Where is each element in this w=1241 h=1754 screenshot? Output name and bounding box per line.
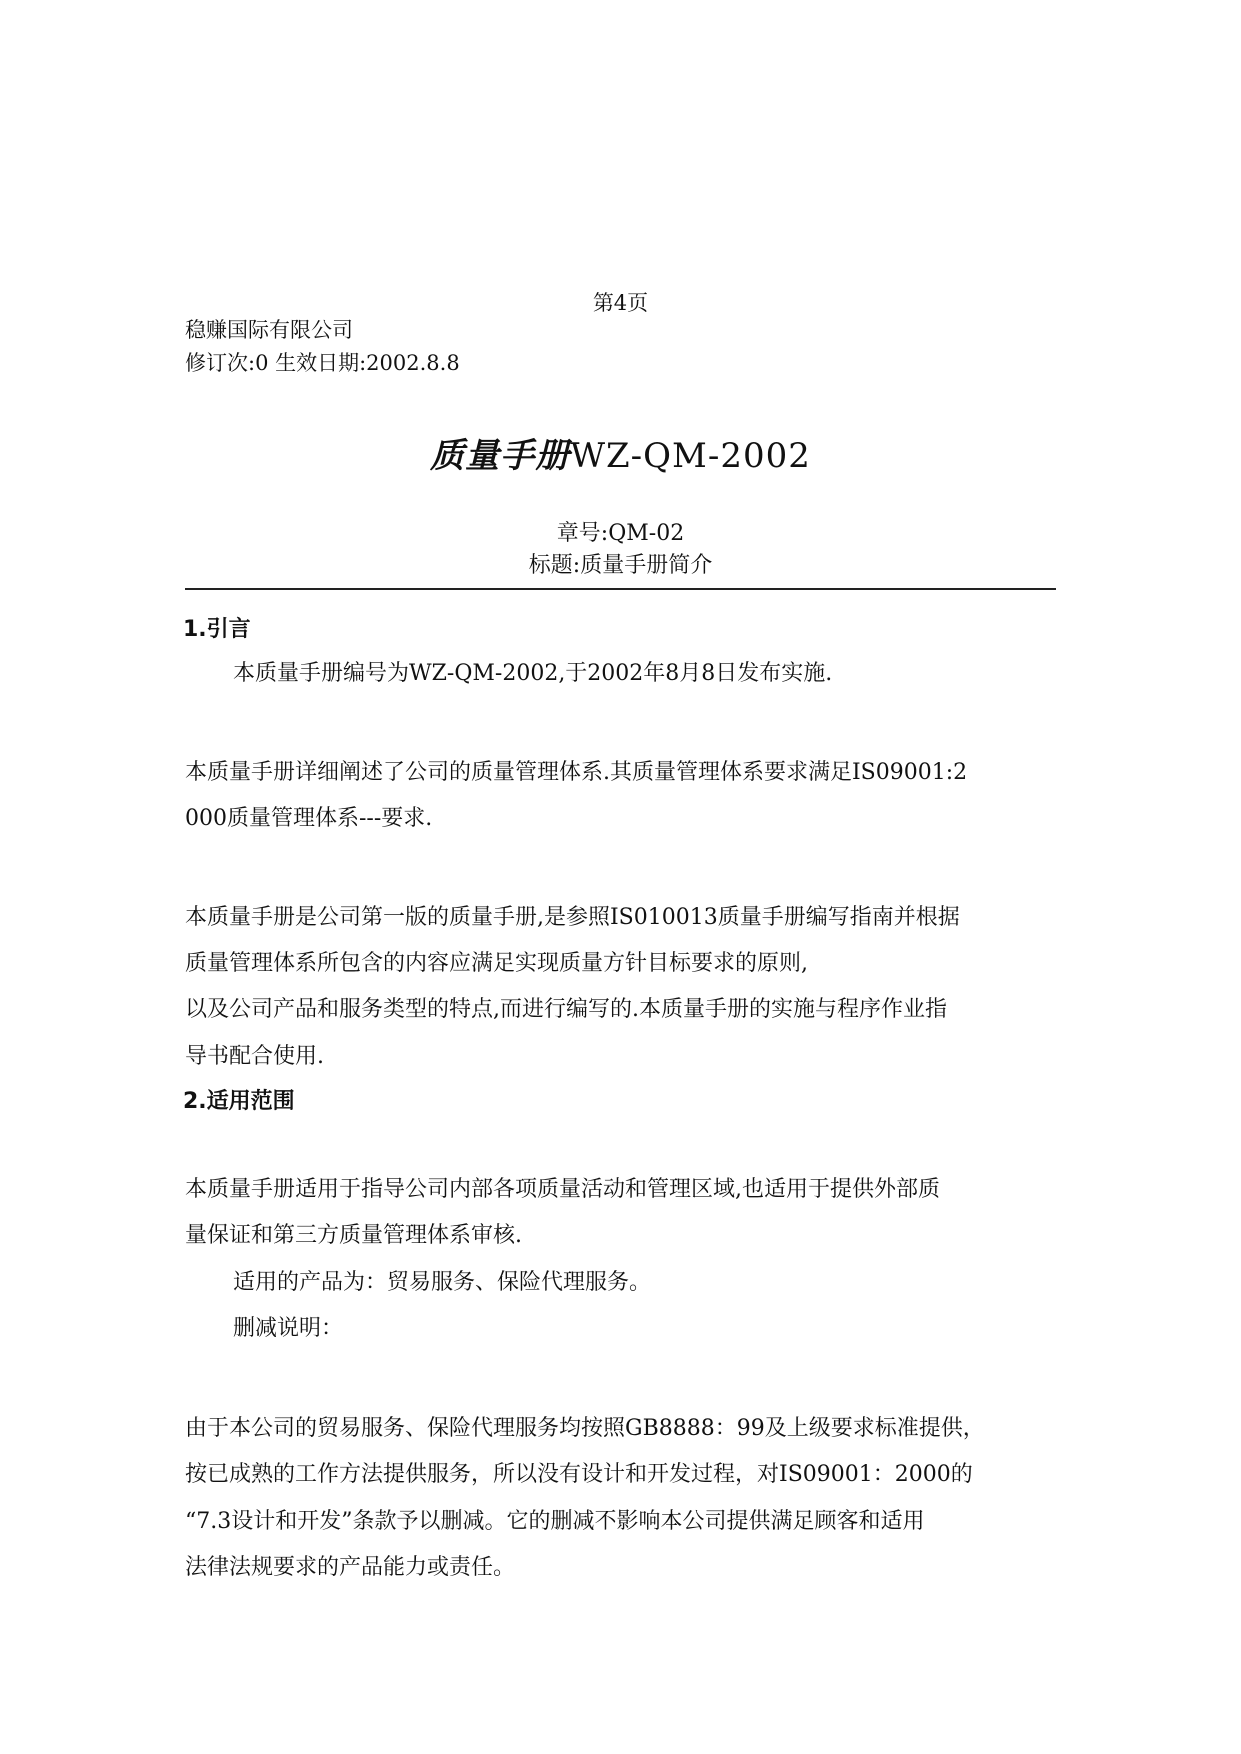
header-divider [185,588,1056,590]
chapter-number: 章号:QM-02 [556,521,685,546]
paragraph-line: 000质量管理体系---要求. [185,806,433,831]
paragraph-line: 删减说明： [233,1316,344,1341]
paragraph-line: 导书配合使用. [185,1044,324,1069]
title-cn: 质量手册 [430,436,571,476]
company-name: 稳赚国际有限公司 [185,318,353,342]
document-title [0,428,1241,477]
paragraph-line: “7.3设计和开发”条款予以删减。它的删减不影响本公司提供满足顾客和适用 [185,1509,925,1534]
paragraph-line: 法律法规要求的产品能力或责任。 [185,1555,516,1580]
page-number: 第4页 [592,291,649,315]
paragraph-line: 适用的产品为：贸易服务、保险代理服务。 [233,1270,652,1295]
paragraph-line: 以及公司产品和服务类型的特点,而进行编写的.本质量手册的实施与程序作业指 [185,997,947,1022]
section-heading-intro: 1.引言 [183,617,251,642]
chapter-subject: 标题:质量手册简介 [528,553,713,578]
paragraph-line: 按已成熟的工作方法提供服务，所以没有设计和开发过程，对IS09001：2000的 [185,1462,973,1487]
paragraph-line: 本质量手册是公司第一版的质量手册,是参照IS010013质量手册编写指南并根据 [185,905,960,930]
paragraph-line: 质量管理体系所包含的内容应满足实现质量方针目标要求的原则, [185,951,808,976]
paragraph-line: 本质量手册详细阐述了公司的质量管理体系.其质量管理体系要求满足IS09001:2 [185,760,968,785]
revision-date-line: 修订次:0 生效日期:2002.8.8 [185,351,460,375]
title-code: WZ-QM-2002 [570,436,811,476]
paragraph-line: 由于本公司的贸易服务、保险代理服务均按照GB8888：99及上级要求标准提供， [185,1416,985,1441]
paragraph-line: 量保证和第三方质量管理体系审核. [185,1223,522,1248]
section-heading-scope: 2.适用范围 [183,1089,295,1114]
paragraph-line: 本质量手册编号为WZ-QM-2002,于2002年8月8日发布实施. [233,661,833,686]
paragraph-line: 本质量手册适用于指导公司内部各项质量活动和管理区域,也适用于提供外部质 [185,1177,940,1202]
